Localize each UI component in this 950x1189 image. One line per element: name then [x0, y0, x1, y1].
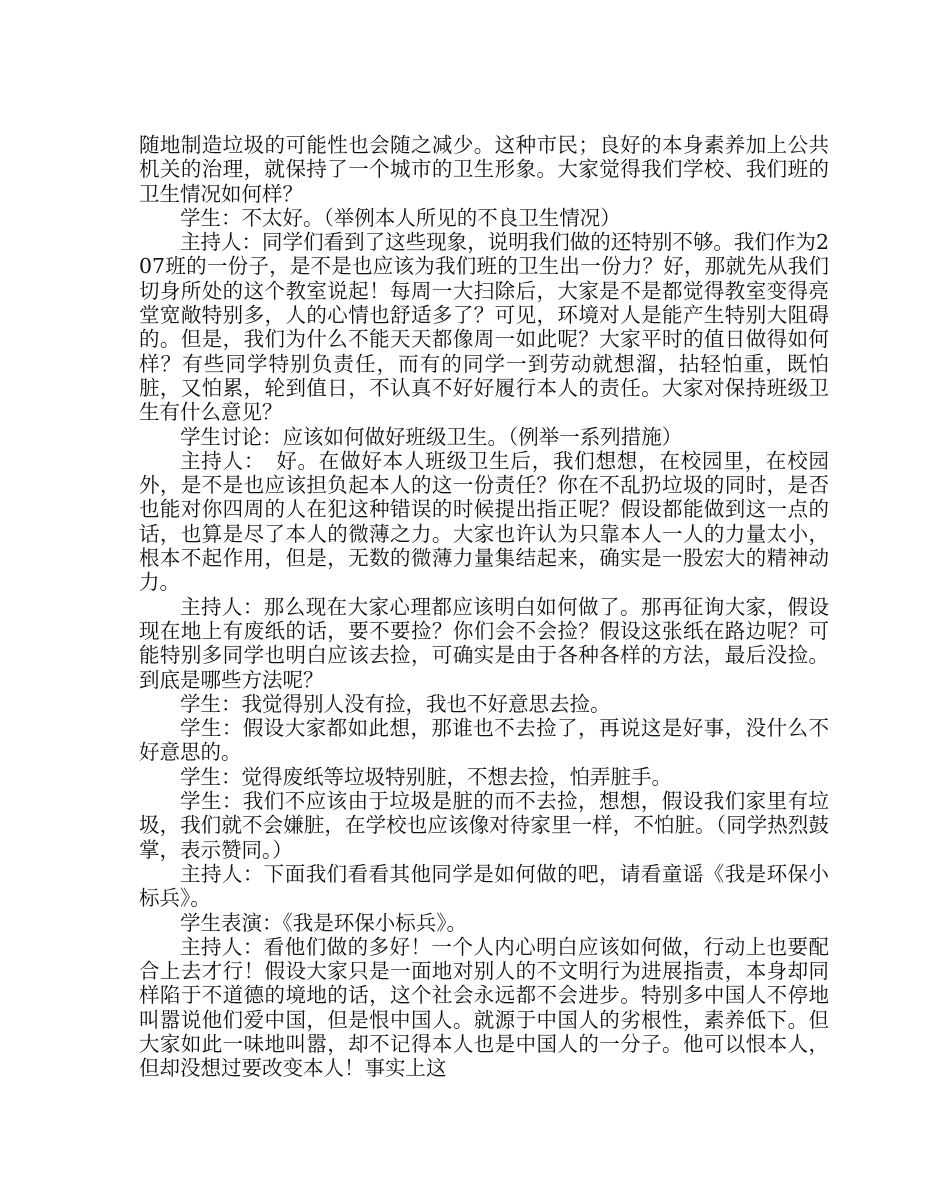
paragraph: 随地制造垃圾的可能性也会随之减少。这种市民；良好的本身素养加上公共机关的治理，就保持了一个城市的卫生形象。大家觉得我们学校、我们班的卫生情况如何样？ — [139, 133, 829, 206]
paragraph: 学生表演：《我是环保小标兵》。 — [180, 910, 467, 935]
paragraph: 主持人：同学们看到了这些现象，说明我们做的还特别不够。我们作为207班的一份子，是不是也应该为我们班的卫生出一份力？好，那就先从我们切身所处的这个教室说起！每周一大扫除后，大家是不是都觉得教室变得亮堂宽敞特别多，人的心情也舒适多了？可见，环境对人是能产生特别大阻碍的。但是，我们为什么不能天天都像周一如此呢？大家平时的值日做得如何样？有些同学特别负责任，而有的同学一到劳动就想溜，拈轻怕重，既怕脏，又怕累，轮到值日，不认真不好好履行本人的责任。大家对保持班级卫生有什么意见？ — [139, 230, 829, 425]
paragraph: 学生讨论：应该如何做好班级卫生。（例举一系列措施） — [180, 424, 683, 449]
paragraph: 学生：我们不应该由于垃圾是脏的而不去捡，想想，假设我们家里有垃圾，我们就不会嫌脏，在学校也应该像对待家里一样，不怕脏。（同学热烈鼓掌，表示赞同。） — [139, 789, 829, 862]
paragraph: 主持人：看他们做的多好！一个人内心明白应该如何做，行动上也要配合上去才行！假设大家只是一面地对别人的不文明行为进展指责，本身却同样陷于不道德的境地的话，这个社会永远都不会进步。特别多中国人不停地叫嚣说他们爱中国，但是恨中国人。就源于中国人的劣根性，素养低下。但大家如此一味地叫嚣，却不记得本人也是中国人的一分子。他可以恨本人，但却没想过要改变本人！事实上这 — [139, 934, 829, 1081]
document-body — [139, 133, 829, 1081]
paragraph: 学生：不太好。（举例本人所见的不良卫生情况） — [180, 205, 621, 230]
paragraph: 学生：假设大家都如此想，那谁也不去捡了，再说这是好事，没什么不好意思的。 — [139, 716, 829, 765]
paragraph: 主持人：那么现在大家心理都应该明白如何做了。那再征询大家，假设现在地上有废纸的话，要不要捡？你们会不会捡？假设这张纸在路边呢？可能特别多同学也明白应该去捡，可确实是由于各种各样的方法，最后没捡。到底是哪些方法呢？ — [139, 594, 829, 692]
paragraph: 学生：我觉得别人没有捡，我也不好意思去捡。 — [180, 691, 611, 716]
paragraph: 主持人： 好。在做好本人班级卫生后，我们想想，在校园里，在校园外，是不是也应该担负起本人的这一份责任？你在不乱扔垃圾的同时，是否也能对你四周的人在犯这种错误的时候提出指正呢？假设都能做到这一点的话，也算是尽了本人的微薄之力。大家也许认为只靠本人一人的力量太小，根本不起作用，但是，无数的微薄力量集结起来，确实是一股宏大的精神动力。 — [139, 448, 829, 595]
paragraph: 主持人：下面我们看看其他同学是如何做的吧，请看童谣《我是环保小标兵》。 — [139, 861, 829, 911]
paragraph: 学生：觉得废纸等垃圾特别脏，不想去捡，怕弄脏手。 — [180, 764, 672, 789]
